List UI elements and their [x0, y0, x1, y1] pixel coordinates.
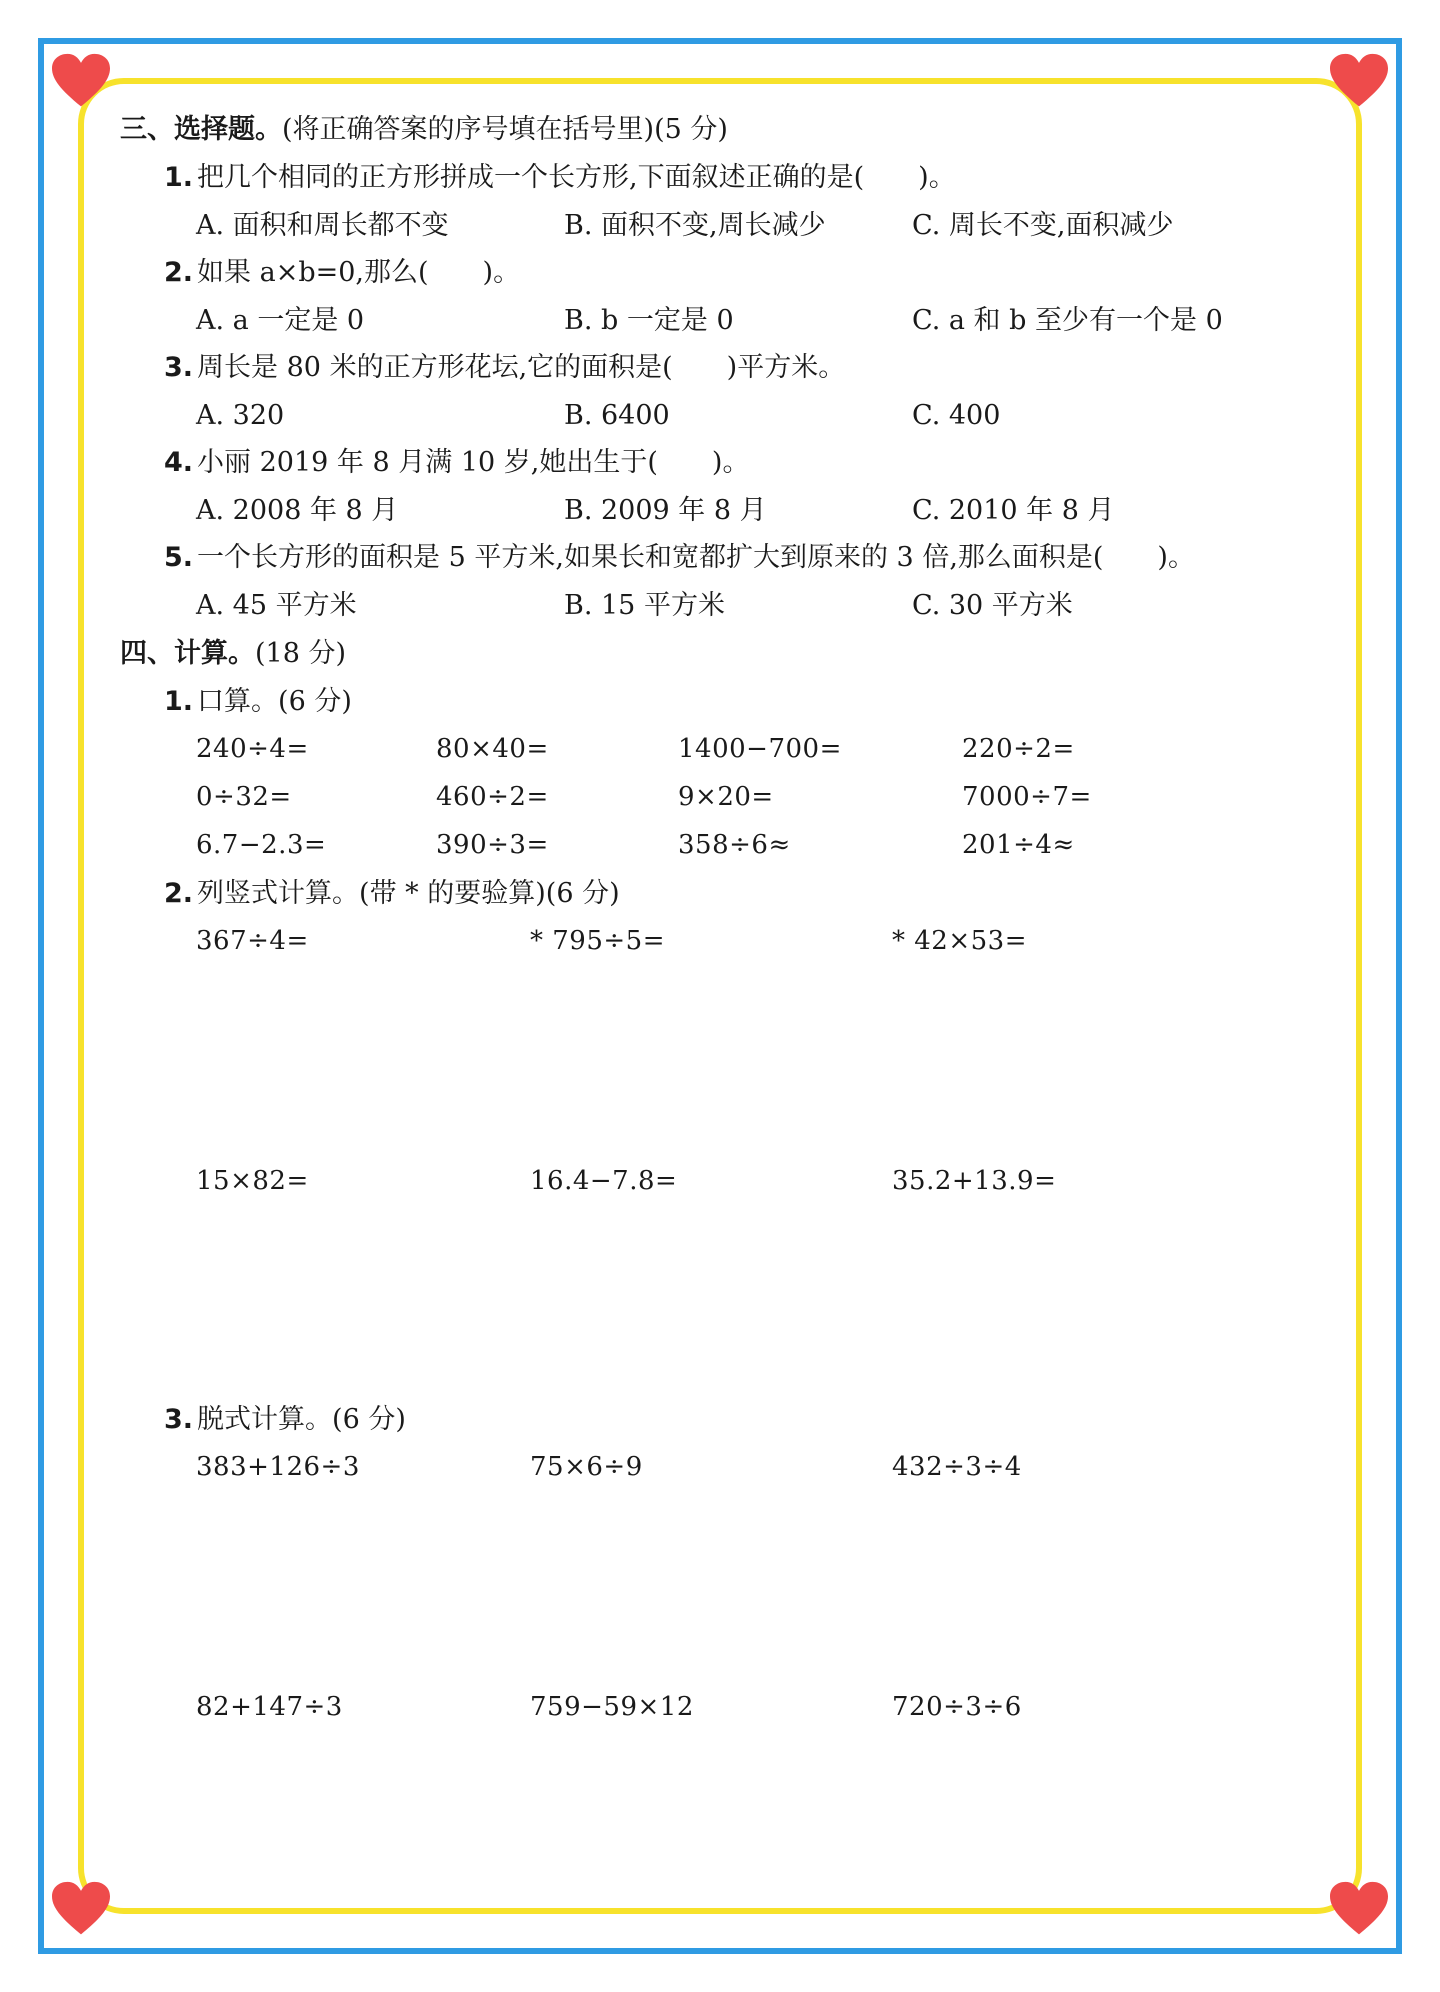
corner-heart-icon	[1330, 52, 1388, 110]
vertical-calc-item: 16.4−7.8=	[530, 1166, 678, 1196]
part-1-heading	[164, 686, 352, 718]
corner-heart-icon	[1330, 1880, 1388, 1938]
step-calc-item: 82+147÷3	[196, 1692, 343, 1722]
question-3-stem	[164, 352, 845, 384]
oral-calc-item: 9×20=	[678, 782, 774, 812]
question-4-stem	[164, 447, 749, 479]
question-4-option-b: B. 2009 年 8 月	[564, 495, 767, 526]
question-number: 1.	[164, 162, 194, 193]
vertical-calc-item: * 42×53=	[892, 926, 1028, 956]
oral-calc-item: 7000÷7=	[962, 782, 1092, 812]
question-3-option-a: A. 320	[196, 400, 285, 431]
question-4-option-c: C. 2010 年 8 月	[912, 495, 1115, 526]
part-number: 3.	[164, 1404, 194, 1435]
question-2-option-b: B. b 一定是 0	[564, 305, 734, 336]
step-calc-item: 432÷3÷4	[892, 1452, 1022, 1482]
part-3-heading	[164, 1404, 406, 1436]
question-text: 把几个相同的正方形拼成一个长方形,下面叙述正确的是( )。	[197, 162, 956, 193]
oral-calc-item: 240÷4=	[196, 734, 309, 764]
question-5-option-c: C. 30 平方米	[912, 590, 1073, 621]
question-text: 一个长方形的面积是 5 平方米,如果长和宽都扩大到原来的 3 倍,那么面积是( )。	[197, 542, 1195, 573]
question-number: 4.	[164, 447, 194, 478]
section-3-heading	[120, 114, 728, 146]
question-1-option-c: C. 周长不变,面积减少	[912, 210, 1174, 241]
step-calc-item: 759−59×12	[530, 1692, 694, 1722]
question-text: 如果 a×b=0,那么( )。	[197, 257, 521, 288]
oral-calc-item: 1400−700=	[678, 734, 842, 764]
question-5-option-b: B. 15 平方米	[564, 590, 725, 621]
part-title: 口算。(6 分)	[197, 686, 352, 717]
section-4-title: 四、计算。	[120, 638, 255, 669]
question-4-option-a: A. 2008 年 8 月	[196, 495, 399, 526]
question-5-option-a: A. 45 平方米	[196, 590, 357, 621]
oral-calc-item: 201÷4≈	[962, 830, 1075, 860]
oral-calc-item: 390÷3=	[436, 830, 549, 860]
vertical-calc-item: 367÷4=	[196, 926, 309, 956]
corner-heart-icon	[52, 1880, 110, 1938]
oral-calc-item: 0÷32=	[196, 782, 292, 812]
part-number: 1.	[164, 686, 194, 717]
vertical-calc-item: 15×82=	[196, 1166, 309, 1196]
section-3-title: 三、选择题。	[120, 114, 282, 145]
part-number: 2.	[164, 878, 194, 909]
question-number: 5.	[164, 542, 194, 573]
vertical-calc-item: 35.2+13.9=	[892, 1166, 1057, 1196]
part-title: 脱式计算。(6 分)	[197, 1404, 406, 1435]
question-2-option-a: A. a 一定是 0	[196, 305, 365, 336]
section-3-note: (将正确答案的序号填在括号里)(5 分)	[282, 114, 728, 145]
question-text: 小丽 2019 年 8 月满 10 岁,她出生于( )。	[197, 447, 750, 478]
part-title: 列竖式计算。(带 * 的要验算)(6 分)	[197, 878, 620, 909]
corner-heart-icon	[52, 52, 110, 110]
question-number: 3.	[164, 352, 194, 383]
step-calc-item: 383+126÷3	[196, 1452, 360, 1482]
question-3-option-c: C. 400	[912, 400, 1001, 431]
section-4-heading	[120, 638, 346, 670]
question-3-option-b: B. 6400	[564, 400, 670, 431]
question-1-option-b: B. 面积不变,周长减少	[564, 210, 826, 241]
step-calc-item: 75×6÷9	[530, 1452, 643, 1482]
question-1-option-a: A. 面积和周长都不变	[196, 210, 449, 241]
oral-calc-item: 220÷2=	[962, 734, 1075, 764]
oral-calc-item: 358÷6≈	[678, 830, 791, 860]
vertical-calc-item: * 795÷5=	[530, 926, 666, 956]
question-text: 周长是 80 米的正方形花坛,它的面积是( )平方米。	[197, 352, 846, 383]
step-calc-item: 720÷3÷6	[892, 1692, 1022, 1722]
question-number: 2.	[164, 257, 194, 288]
part-2-heading	[164, 878, 620, 910]
question-2-option-c: C. a 和 b 至少有一个是 0	[912, 305, 1223, 336]
section-4-note: (18 分)	[255, 638, 347, 669]
oral-calc-item: 80×40=	[436, 734, 549, 764]
question-1-stem	[164, 162, 956, 194]
question-5-stem	[164, 542, 1195, 574]
oral-calc-item: 460÷2=	[436, 782, 549, 812]
question-2-stem	[164, 257, 520, 289]
oral-calc-item: 6.7−2.3=	[196, 830, 327, 860]
